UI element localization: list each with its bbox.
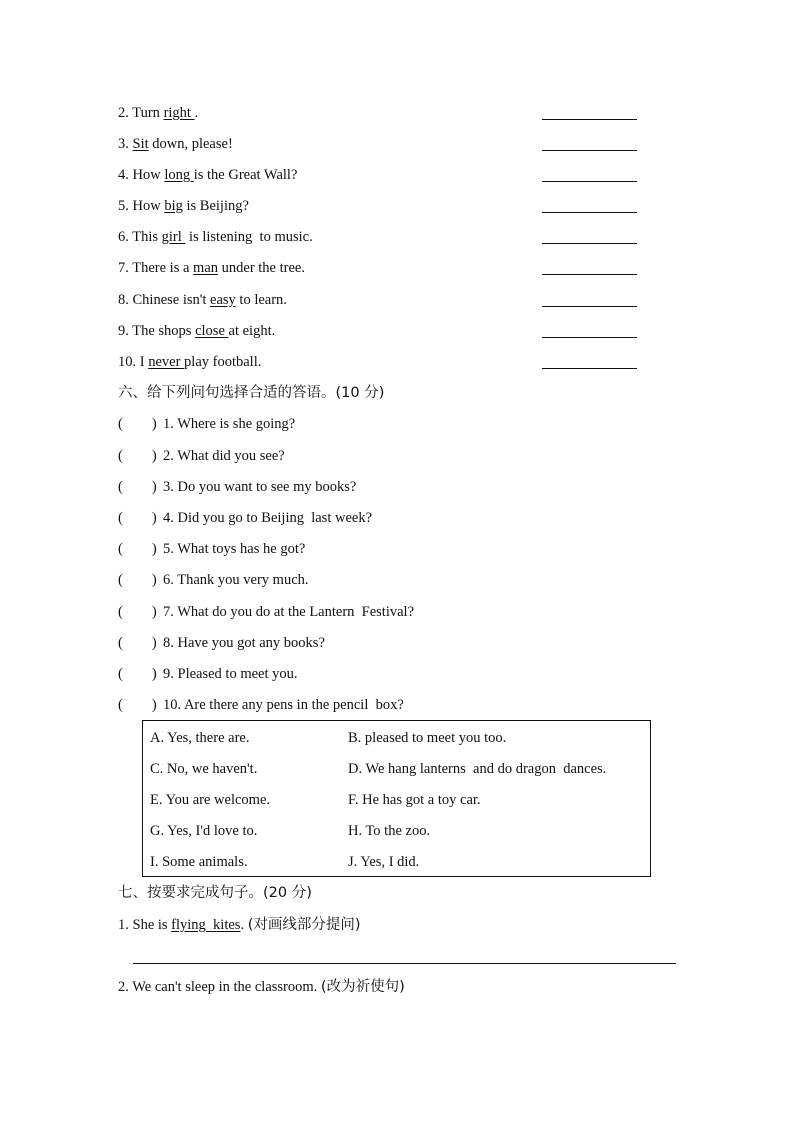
- option-c: C. No, we haven't.: [150, 761, 258, 777]
- question-6: 6. Thank you very much.: [163, 572, 309, 588]
- options-box: [142, 720, 651, 877]
- item-10: 10. I never play football.: [118, 354, 262, 370]
- question-8: 8. Have you got any books?: [163, 635, 325, 651]
- section-6-title: 六、给下列问句选择合适的答语。(10 分): [118, 385, 385, 401]
- paren-9[interactable]: ( ): [118, 666, 157, 682]
- option-e: E. You are welcome.: [150, 792, 271, 808]
- item-3: 3. Sit down, please!: [118, 136, 233, 152]
- option-a: A. Yes, there are.: [150, 730, 250, 746]
- paren-7[interactable]: ( ): [118, 604, 157, 620]
- question-4: 4. Did you go to Beijing last week?: [163, 510, 373, 526]
- section-7-item-2: 2. We can't sleep in the classroom. (改为祈使句): [118, 979, 405, 995]
- option-f: F. He has got a toy car.: [348, 792, 481, 808]
- paren-2[interactable]: ( ): [118, 448, 157, 464]
- section-7-title: 七、按要求完成句子。(20 分): [118, 885, 312, 901]
- question-3: 3. Do you want to see my books?: [163, 479, 357, 495]
- option-i: I. Some animals.: [150, 854, 248, 870]
- item-7: 7. There is a man under the tree.: [118, 260, 305, 276]
- question-7: 7. What do you do at the Lantern Festival?: [163, 604, 415, 620]
- option-j: J. Yes, I did.: [348, 854, 420, 870]
- answer-blank[interactable]: [542, 181, 637, 182]
- answer-blank[interactable]: [542, 306, 637, 307]
- option-b: B. pleased to meet you too.: [348, 730, 507, 746]
- answer-blank[interactable]: [542, 212, 637, 213]
- item-2: 2. Turn right .: [118, 105, 199, 121]
- item-8: 8. Chinese isn't easy to learn.: [118, 292, 287, 308]
- item-6: 6. This girl is listening to music.: [118, 229, 313, 245]
- answer-blank[interactable]: [542, 337, 637, 338]
- paren-1[interactable]: ( ): [118, 416, 157, 432]
- paren-3[interactable]: ( ): [118, 479, 157, 495]
- question-5: 5. What toys has he got?: [163, 541, 306, 557]
- answer-blank[interactable]: [542, 119, 637, 120]
- item-9: 9. The shops close at eight.: [118, 323, 276, 339]
- question-1: 1. Where is she going?: [163, 416, 296, 432]
- answer-line[interactable]: [133, 963, 676, 964]
- question-9: 9. Pleased to meet you.: [163, 666, 298, 682]
- option-h: H. To the zoo.: [348, 823, 431, 839]
- answer-blank[interactable]: [542, 368, 637, 369]
- answer-blank[interactable]: [542, 243, 637, 244]
- answer-blank[interactable]: [542, 150, 637, 151]
- item-4: 4. How long is the Great Wall?: [118, 167, 298, 183]
- section-7-item-1: 1. She is flying kites. (对画线部分提问): [118, 917, 361, 933]
- paren-8[interactable]: ( ): [118, 635, 157, 651]
- answer-blank[interactable]: [542, 274, 637, 275]
- paren-5[interactable]: ( ): [118, 541, 157, 557]
- paren-6[interactable]: ( ): [118, 572, 157, 588]
- option-g: G. Yes, I'd love to.: [150, 823, 258, 839]
- question-2: 2. What did you see?: [163, 448, 285, 464]
- option-d: D. We hang lanterns and do dragon dances.: [348, 761, 607, 777]
- paren-10[interactable]: ( ): [118, 697, 157, 713]
- item-5: 5. How big is Beijing?: [118, 198, 249, 214]
- question-10: 10. Are there any pens in the pencil box?: [163, 697, 404, 713]
- paren-4[interactable]: ( ): [118, 510, 157, 526]
